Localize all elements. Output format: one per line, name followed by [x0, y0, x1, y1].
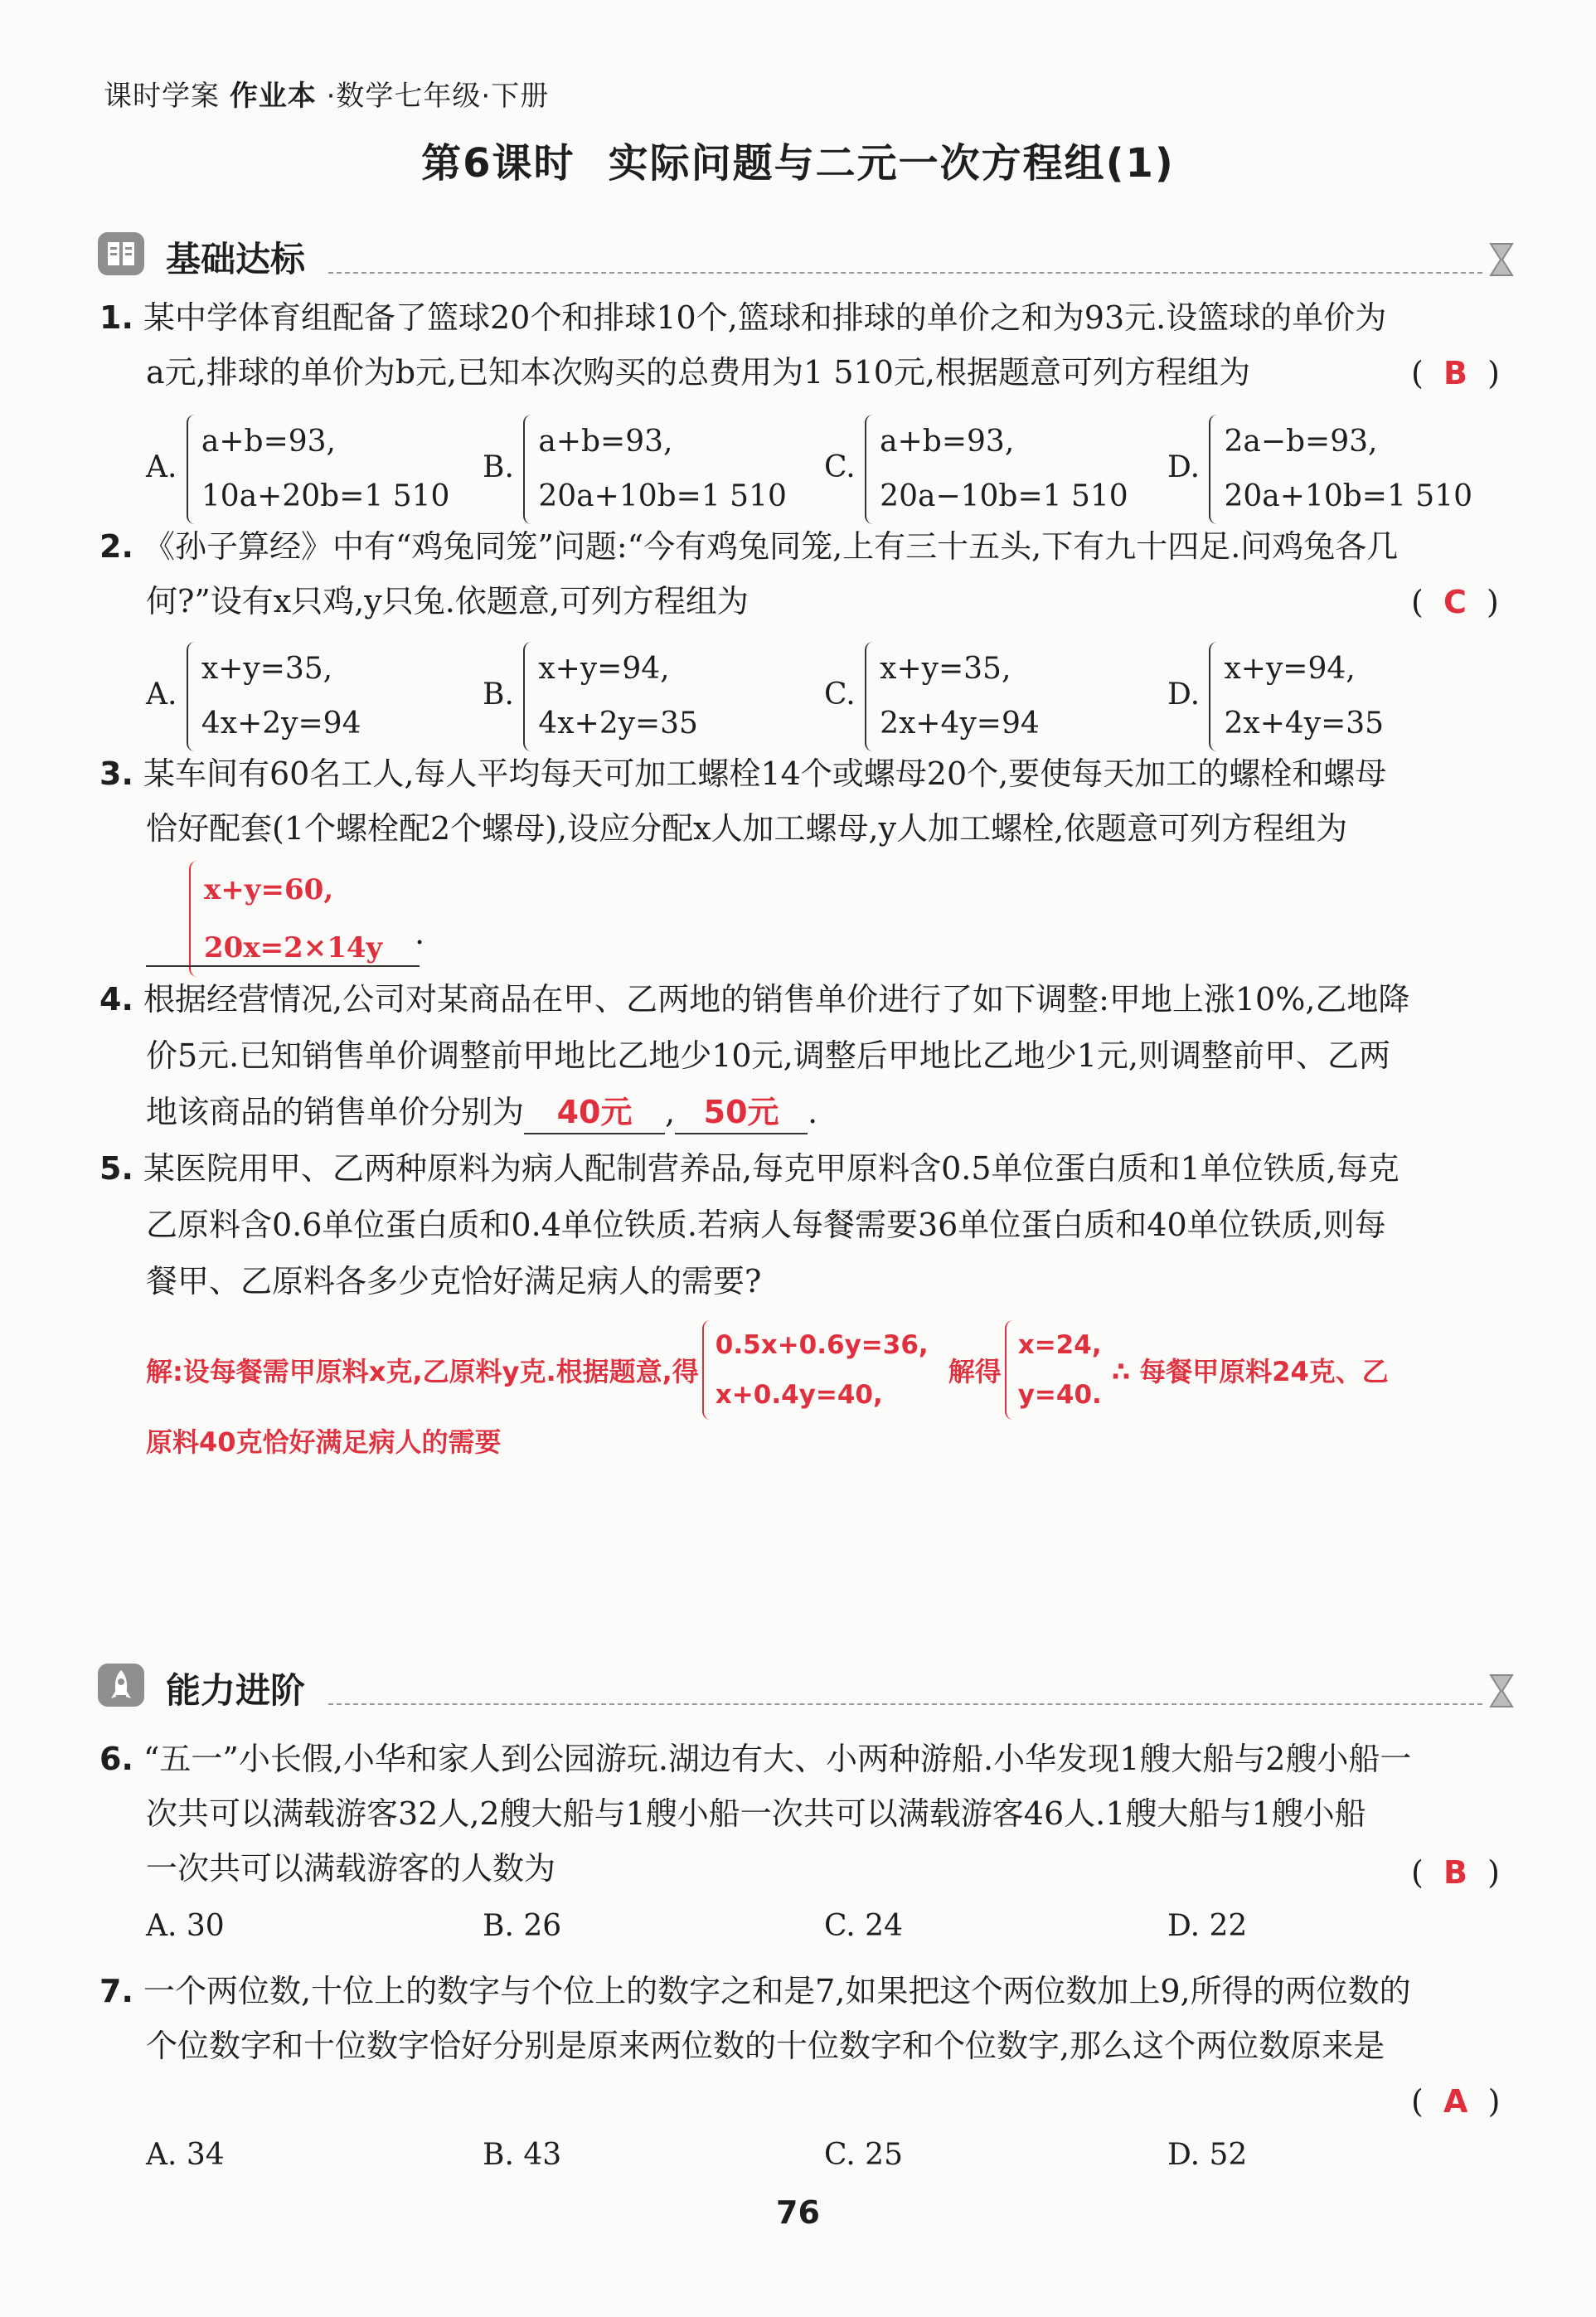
q6-text1: “五一”小长假,小华和家人到公园游玩.湖边有大、小两种游船.小华发现1艘大船与2艘小船一 [143, 1741, 1412, 1777]
q2-option-a-label: A. [146, 678, 177, 712]
q5-sol-intro: 解:设每餐需甲原料x克,乙原料y克.根据题意,得 [146, 1356, 699, 1387]
q1-number: 1. [99, 299, 133, 336]
q3-number: 3. [99, 755, 133, 792]
q1-d-eq2: 20a+10b=1 510 [1224, 479, 1472, 513]
section-advanced-header [98, 1657, 1516, 1715]
q5-sol-mid: 解得 [948, 1356, 1002, 1387]
q3-answer-underline [146, 965, 420, 967]
q4-text3: 地该商品的销售单价分别为 [146, 1094, 525, 1130]
q1-b-eq2: 20a+10b=1 510 [538, 479, 787, 513]
q1-line1 [99, 297, 1386, 338]
q1-answer-paren: ( B ) [1411, 355, 1500, 391]
q6-option-b-value: 26 [523, 1909, 562, 1943]
q6-option-a-label: A. [146, 1909, 177, 1943]
q2-line1 [99, 526, 1398, 567]
page-title [0, 131, 1596, 188]
q7-option-b[interactable] [483, 2138, 561, 2172]
q2-b-eq2: 4x+2y=35 [538, 707, 698, 741]
q4-line1 [99, 979, 1409, 1020]
q6-option-a[interactable] [146, 1909, 225, 1943]
q2-answer: C [1443, 584, 1467, 620]
q2-option-d[interactable] [1167, 642, 1384, 751]
q3-answer-system [189, 861, 382, 977]
q5-line2: 乙原料含0.6单位蛋白质和0.4单位铁质.若病人每餐需要36单位蛋白质和40单位铁质,则每 [146, 1207, 1386, 1243]
q6-option-c-label: C. [824, 1909, 856, 1943]
q5-solution-line2: 原料40克恰好满足病人的需要 [146, 1426, 502, 1458]
q7-option-a-value: 34 [186, 2138, 225, 2172]
q5-sol-res2: y=40. [1017, 1380, 1102, 1410]
hourglass-icon [1487, 1672, 1516, 1710]
q4-comma: , [665, 1094, 676, 1130]
q2-line2: 何?”设有x只鸡,y只兔.依题意,可列方程组为 [146, 583, 749, 619]
q2-option-a[interactable] [146, 642, 361, 751]
q2-option-b-label: B. [483, 678, 514, 712]
q4-number: 4. [99, 981, 133, 1018]
q1-option-a[interactable] [146, 415, 449, 524]
header-prefix: 课时学案 [104, 80, 220, 113]
book-icon [98, 232, 144, 275]
q6-number: 6. [99, 1741, 133, 1777]
q2-b-eq1: x+y=94, [538, 652, 670, 686]
q7-option-d[interactable] [1167, 2138, 1247, 2172]
q7-option-c[interactable] [824, 2138, 903, 2172]
q5-sol-tail: ∴ 每餐甲原料24克、乙 [1111, 1356, 1389, 1387]
book-header [104, 73, 549, 114]
q5-sol-res1: x=24, [1017, 1330, 1102, 1360]
q5-text1: 某医院用甲、乙两种原料为病人配制营养品,每克甲原料含0.5单位蛋白质和1单位铁质,每克 [143, 1150, 1400, 1187]
q6-option-b-label: B. [483, 1909, 514, 1943]
section-divider [328, 272, 1482, 274]
q5-number: 5. [99, 1150, 133, 1187]
q6-option-b[interactable] [483, 1909, 561, 1943]
q7-option-d-value: 52 [1209, 2138, 1248, 2172]
q1-c-eq1: a+b=93, [880, 425, 1015, 459]
q3-line1 [99, 753, 1386, 794]
q4-period: . [808, 1094, 818, 1130]
q5-solution-line1 [146, 1320, 1389, 1420]
q7-option-a-label: A. [146, 2138, 177, 2172]
q1-option-b[interactable] [483, 415, 787, 524]
q7-text1: 一个两位数,十位上的数字与个位上的数字之和是7,如果把这个两位数加上9,所得的两位数的 [143, 1973, 1411, 2009]
q6-option-a-value: 30 [186, 1909, 225, 1943]
q1-b-eq1: a+b=93, [538, 425, 673, 459]
q7-option-c-label: C. [824, 2138, 856, 2172]
q1-a-eq1: a+b=93, [201, 425, 336, 459]
q6-line2: 次共可以满载游客32人,2艘大船与1艘小船一次共可以满载游客46人.1艘大船与1艘小船 [146, 1795, 1366, 1832]
q6-option-d[interactable] [1167, 1909, 1247, 1943]
header-suffix: ·数学七年级·下册 [326, 80, 550, 113]
q1-option-c-label: C. [824, 450, 856, 484]
q1-text1: 某中学体育组配备了篮球20个和排球10个,篮球和排球的单价之和为93元.设篮球的单价为 [143, 299, 1387, 336]
q7-answer: A [1443, 2083, 1468, 2120]
rocket-icon [98, 1664, 144, 1707]
q4-line2: 价5元.已知销售单价调整前甲地比乙地少10元,调整后甲地比乙地少1元,则调整前甲、乙两 [146, 1037, 1390, 1074]
q6-option-d-value: 22 [1209, 1909, 1248, 1943]
q7-line1 [99, 1970, 1411, 2012]
header-book: 作业本 [229, 80, 317, 113]
q7-option-b-label: B. [483, 2138, 514, 2172]
q1-answer: B [1443, 355, 1467, 391]
q5-sol-eq1: 0.5x+0.6y=36, [715, 1330, 929, 1360]
q1-option-b-label: B. [483, 450, 514, 484]
q1-option-d[interactable] [1167, 415, 1472, 524]
q1-option-a-label: A. [146, 450, 177, 484]
lesson-topic: 实际问题与二元一次方程组(1) [608, 140, 1175, 187]
q6-line3: 一次共可以满载游客的人数为 [146, 1850, 556, 1887]
q6-answer-paren: ( B ) [1411, 1854, 1500, 1891]
q4-line3 [146, 1091, 817, 1134]
q2-a-eq1: x+y=35, [201, 652, 333, 686]
q4-answer2: 50元 [675, 1091, 808, 1134]
q5-line1 [99, 1148, 1400, 1189]
q7-option-a[interactable] [146, 2138, 225, 2172]
q5-line3: 餐甲、乙原料各多少克恰好满足病人的需要? [146, 1263, 762, 1299]
hourglass-icon [1487, 240, 1516, 279]
q1-option-d-label: D. [1167, 450, 1201, 484]
section-advanced-title: 能力进阶 [166, 1670, 306, 1711]
q3-answer-eq1: x+y=60, [204, 873, 334, 906]
q2-d-eq1: x+y=94, [1224, 652, 1356, 686]
q4-answer1: 40元 [524, 1091, 665, 1134]
q7-option-b-value: 43 [523, 2138, 562, 2172]
q7-option-d-label: D. [1167, 2138, 1201, 2172]
q7-number: 7. [99, 1973, 133, 2009]
q1-c-eq2: 20a−10b=1 510 [880, 479, 1128, 513]
q2-option-b[interactable] [483, 642, 698, 751]
q3-line2: 恰好配套(1个螺栓配2个螺母),设应分配x人加工螺母,y人加工螺栓,依题意可列方程组为 [146, 810, 1348, 847]
q1-d-eq1: 2a−b=93, [1224, 425, 1378, 459]
q2-option-c[interactable] [824, 642, 1040, 751]
q7-line2: 个位数字和十位数字恰好分别是原来两位数的十位数字和个位数字,那么这个两位数原来是 [146, 2028, 1385, 2064]
q6-option-d-label: D. [1167, 1909, 1201, 1943]
q3-period: . [415, 915, 425, 951]
q2-option-c-label: C. [824, 678, 856, 712]
q6-option-c-value: 24 [865, 1909, 903, 1943]
q1-line2: a元,排球的单价为b元,已知本次购买的总费用为1 510元,根据题意可列方程组为 [146, 354, 1251, 391]
q3-text1: 某车间有60名工人,每人平均每天可加工螺栓14个或螺母20个,要使每天加工的螺栓和螺母 [143, 755, 1387, 792]
q2-answer-paren: ( C ) [1411, 584, 1499, 620]
q6-option-c[interactable] [824, 1909, 903, 1943]
q1-option-c[interactable] [824, 415, 1128, 524]
q7-option-c-value: 25 [865, 2138, 903, 2172]
q4-text1: 根据经营情况,公司对某商品在甲、乙两地的销售单价进行了如下调整:甲地上涨10%,乙地降 [143, 981, 1410, 1018]
q3-answer-eq2: 20x=2×14y [204, 931, 383, 964]
q2-option-d-label: D. [1167, 678, 1201, 712]
q5-sol-eq2: x+0.4y=40, [715, 1380, 883, 1410]
q2-c-eq2: 2x+4y=94 [880, 707, 1040, 741]
lesson-number: 第6课时 [421, 140, 575, 187]
q6-answer: B [1443, 1854, 1467, 1891]
q2-text1: 《孙子算经》中有“鸡兔同笼”问题:“今有鸡兔同笼,上有三十五头,下有九十四足.问鸡兔各几 [143, 528, 1399, 565]
page-number: 76 [776, 2194, 820, 2231]
q1-a-eq2: 10a+20b=1 510 [201, 479, 450, 513]
q6-line1 [99, 1738, 1411, 1780]
q2-a-eq2: 4x+2y=94 [201, 707, 361, 741]
q2-d-eq2: 2x+4y=35 [1224, 707, 1385, 741]
q2-c-eq1: x+y=35, [880, 652, 1011, 686]
q7-answer-paren: ( A ) [1411, 2083, 1501, 2120]
section-basic-title: 基础达标 [166, 239, 306, 279]
q2-number: 2. [99, 528, 133, 565]
section-basic-header [98, 226, 1516, 284]
section-divider [328, 1703, 1482, 1705]
